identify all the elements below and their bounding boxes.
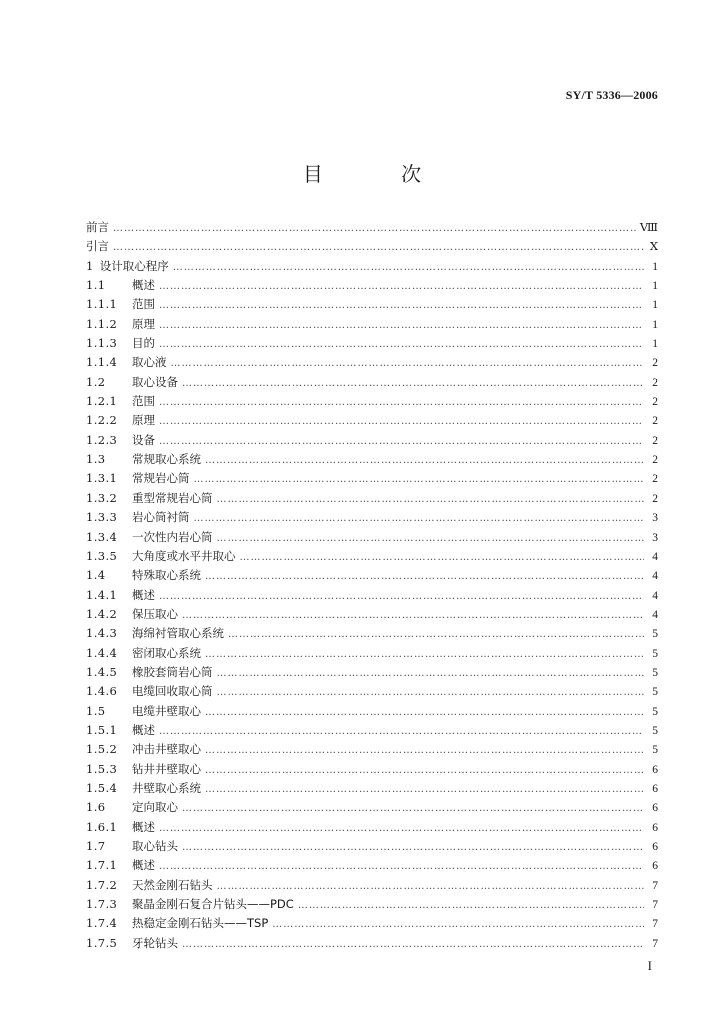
toc-leader-dots bbox=[228, 625, 644, 644]
toc-leader-dots bbox=[159, 587, 644, 606]
toc-leader-dots bbox=[159, 393, 644, 412]
toc-entry-number: 1.4.6 bbox=[86, 684, 118, 699]
toc-leader-dots bbox=[205, 761, 644, 780]
toc-entry-title: 特殊取心系统 bbox=[132, 568, 201, 583]
toc-entry-title: 引言 bbox=[86, 239, 109, 254]
toc-entry-number: 1.5 bbox=[86, 703, 106, 718]
toc-entry-number: 1.6 bbox=[86, 800, 106, 815]
toc-entry[interactable] bbox=[86, 315, 658, 334]
toc-entry-number: 1.7.5 bbox=[86, 935, 118, 950]
toc-entry-page: 1 bbox=[652, 260, 658, 273]
toc-entry[interactable] bbox=[86, 469, 658, 488]
toc-entry[interactable] bbox=[86, 760, 658, 779]
table-of-contents bbox=[86, 218, 658, 953]
toc-entry[interactable] bbox=[86, 624, 658, 643]
toc-entry[interactable] bbox=[86, 876, 658, 895]
toc-leader-dots bbox=[159, 296, 644, 315]
toc-entry-page: 6 bbox=[652, 782, 658, 795]
toc-leader-dots bbox=[205, 741, 644, 760]
toc-entry[interactable] bbox=[86, 276, 658, 295]
toc-entry-title: 前言 bbox=[86, 220, 109, 234]
toc-entry-page: 3 bbox=[652, 531, 658, 544]
toc-entry-number: 1.1.3 bbox=[86, 336, 118, 351]
toc-entry[interactable] bbox=[86, 489, 658, 508]
toc-entry-page: 5 bbox=[652, 647, 658, 660]
toc-entry[interactable] bbox=[86, 334, 658, 353]
toc-entry-title: 钻井井壁取心 bbox=[132, 761, 201, 776]
toc-leader-dots bbox=[205, 780, 644, 799]
toc-leader-dots bbox=[182, 799, 644, 818]
toc-leader-dots bbox=[205, 451, 644, 470]
toc-entry-page: 2 bbox=[652, 434, 658, 447]
toc-entry-title: 电缆井壁取心 bbox=[132, 703, 201, 718]
toc-entry-number: 1.1.1 bbox=[86, 297, 118, 312]
toc-entry[interactable] bbox=[86, 914, 658, 933]
toc-leader-dots bbox=[217, 490, 645, 509]
toc-entry[interactable] bbox=[86, 450, 658, 469]
toc-entry-title: 原理 bbox=[132, 316, 155, 331]
toc-entry-page: 4 bbox=[652, 589, 658, 602]
toc-entry-title: 概述 bbox=[132, 858, 155, 873]
toc-entry-title: 常规岩心筒 bbox=[132, 471, 190, 486]
toc-entry-number: 1.3.5 bbox=[86, 548, 118, 563]
toc-entry-page: 6 bbox=[652, 860, 658, 873]
toc-entry[interactable] bbox=[86, 295, 658, 314]
toc-entry-title: 聚晶金刚石复合片钻头——PDC bbox=[132, 897, 294, 912]
toc-entry-page: 5 bbox=[652, 666, 658, 679]
toc-entry-number: 1.5.3 bbox=[86, 761, 118, 776]
toc-entry-title: 设备 bbox=[132, 432, 155, 447]
toc-entry[interactable] bbox=[86, 257, 658, 276]
toc-entry-number: 1.7.4 bbox=[86, 916, 118, 931]
toc-entry-title: 原理 bbox=[132, 413, 155, 428]
toc-entry-number: 1.4.2 bbox=[86, 606, 118, 621]
toc-entry-page: 2 bbox=[652, 415, 658, 428]
toc-entry-title: 密闭取心系统 bbox=[132, 645, 201, 660]
toc-leader-dots bbox=[159, 316, 644, 335]
toc-entry-title: 大角度或水平井取心 bbox=[132, 548, 236, 563]
toc-entry-title: 常规取心系统 bbox=[132, 452, 201, 467]
toc-entry-title: 一次性内岩心筒 bbox=[132, 529, 213, 544]
toc-entry-page: 1 bbox=[652, 299, 658, 312]
toc-entry-title: 范围 bbox=[132, 297, 155, 312]
toc-entry-page: 7 bbox=[652, 899, 658, 912]
toc-entry[interactable] bbox=[86, 586, 658, 605]
standard-code: SY/T 5336—2006 bbox=[565, 88, 658, 102]
toc-entry-number: 1.2.2 bbox=[86, 413, 118, 428]
toc-entry-page: 3 bbox=[652, 512, 658, 525]
toc-entry-title: 概述 bbox=[132, 819, 155, 834]
toc-entry-page: 2 bbox=[652, 396, 658, 409]
toc-entry[interactable] bbox=[86, 508, 658, 527]
toc-entry-number: 1.4.4 bbox=[86, 645, 118, 660]
toc-entry-title: 取心钻头 bbox=[132, 839, 178, 853]
toc-entry[interactable] bbox=[86, 605, 658, 624]
toc-entry[interactable] bbox=[86, 431, 658, 450]
toc-leader-dots bbox=[159, 819, 644, 838]
toc-entry[interactable] bbox=[86, 644, 658, 663]
toc-entry[interactable] bbox=[86, 702, 658, 721]
toc-entry-number: 1.2.3 bbox=[86, 432, 118, 447]
toc-entry-title: 概述 bbox=[132, 278, 155, 293]
toc-entry-number: 1.3.4 bbox=[86, 529, 118, 544]
toc-entry[interactable] bbox=[86, 779, 658, 798]
toc-leader-dots bbox=[205, 567, 644, 586]
toc-entry-number: 1.4.1 bbox=[86, 587, 118, 602]
toc-entry[interactable] bbox=[86, 218, 658, 237]
toc-entry-number: 1.3.3 bbox=[86, 510, 118, 525]
toc-entry-number: 1.4.3 bbox=[86, 626, 118, 641]
toc-entry-page: 1 bbox=[652, 280, 658, 293]
toc-leader-dots bbox=[159, 335, 644, 354]
toc-entry-title: 取心液 bbox=[132, 355, 167, 370]
toc-entry[interactable] bbox=[86, 353, 658, 372]
toc-entry-number: 1.5.4 bbox=[86, 780, 118, 795]
toc-leader-dots bbox=[182, 935, 644, 954]
toc-leader-dots bbox=[217, 683, 645, 702]
toc-entry-title: 定向取心 bbox=[132, 800, 178, 815]
toc-entry[interactable] bbox=[86, 895, 658, 914]
toc-entry-page: 2 bbox=[652, 492, 658, 505]
toc-entry-number: 1.7.1 bbox=[86, 858, 118, 873]
toc-leader-dots bbox=[205, 645, 644, 664]
toc-entry[interactable] bbox=[86, 566, 658, 585]
toc-leader-dots bbox=[159, 722, 644, 741]
toc-entry-number: 1.7.3 bbox=[86, 897, 118, 912]
toc-entry-number: 1.4.5 bbox=[86, 664, 118, 679]
toc-entry[interactable] bbox=[86, 373, 658, 392]
toc-entry[interactable] bbox=[86, 663, 658, 682]
page-title: 目 次 bbox=[302, 162, 458, 186]
toc-entry[interactable] bbox=[86, 682, 658, 701]
toc-entry-page: 5 bbox=[652, 686, 658, 699]
toc-leader-dots bbox=[194, 470, 645, 489]
toc-entry-page: 2 bbox=[652, 473, 658, 486]
toc-entry-page: 6 bbox=[652, 763, 658, 776]
toc-entry-number: 1.2.1 bbox=[86, 394, 118, 409]
toc-entry-page: Ⅷ bbox=[639, 222, 658, 234]
toc-entry-page: 2 bbox=[652, 357, 658, 370]
toc-entry-title: 目的 bbox=[132, 336, 155, 351]
toc-entry-number: 1.3.2 bbox=[86, 490, 118, 505]
page-number: I bbox=[647, 958, 652, 973]
toc-entry[interactable] bbox=[86, 837, 658, 856]
toc-entry-number: 1.1 bbox=[86, 278, 106, 293]
toc-entry-page: 4 bbox=[652, 550, 658, 563]
toc-leader-dots bbox=[113, 219, 636, 238]
toc-entry[interactable] bbox=[86, 411, 658, 430]
toc-entry-page: 2 bbox=[652, 376, 658, 389]
toc-leader-dots bbox=[159, 277, 644, 296]
toc-entry-title: 设计取心程序 bbox=[99, 258, 169, 273]
toc-entry-page: 2 bbox=[652, 454, 658, 467]
toc-leader-dots bbox=[171, 354, 645, 373]
toc-entry-number: 1.2 bbox=[86, 374, 106, 389]
toc-entry-title: 井壁取心系统 bbox=[132, 780, 201, 795]
toc-entry-title: 范围 bbox=[132, 394, 155, 409]
toc-leader-dots bbox=[240, 548, 645, 567]
toc-leader-dots bbox=[182, 838, 644, 857]
toc-entry[interactable] bbox=[86, 547, 658, 566]
toc-entry-number: 1.7.2 bbox=[86, 877, 118, 892]
toc-entry-page: 7 bbox=[652, 879, 658, 892]
toc-leader-dots bbox=[159, 857, 644, 876]
toc-leader-dots bbox=[159, 432, 644, 451]
toc-entry-number: 1.7 bbox=[86, 839, 106, 853]
toc-leader-dots bbox=[182, 606, 644, 625]
toc-entry-title: 橡胶套筒岩心筒 bbox=[132, 664, 213, 679]
toc-entry-title: 保压取心 bbox=[132, 606, 178, 621]
toc-entry-page: 5 bbox=[652, 724, 658, 737]
toc-entry[interactable] bbox=[86, 392, 658, 411]
toc-entry-number: 1.5.2 bbox=[86, 742, 118, 757]
toc-leader-dots bbox=[272, 915, 644, 934]
toc-entry[interactable] bbox=[86, 528, 658, 547]
toc-entry[interactable] bbox=[86, 856, 658, 875]
toc-entry-number: 1 bbox=[86, 258, 94, 273]
toc-entry[interactable] bbox=[86, 237, 658, 256]
toc-entry-page: 4 bbox=[652, 608, 658, 621]
toc-entry-number: 1.1.4 bbox=[86, 355, 118, 370]
toc-leader-dots bbox=[194, 509, 645, 528]
toc-entry-title: 电缆回收取心筒 bbox=[132, 684, 213, 699]
toc-entry-page: 7 bbox=[652, 918, 658, 931]
toc-entry-title: 牙轮钻头 bbox=[132, 935, 178, 950]
toc-entry-page: 5 bbox=[652, 744, 658, 757]
toc-entry-title: 取心设备 bbox=[132, 374, 178, 389]
toc-entry-title: 冲击井壁取心 bbox=[132, 742, 201, 757]
toc-leader-dots bbox=[205, 703, 644, 722]
toc-leader-dots bbox=[298, 896, 644, 915]
toc-entry-number: 1.1.2 bbox=[86, 316, 118, 331]
toc-entry-page: 5 bbox=[652, 705, 658, 718]
toc-entry-title: 天然金刚石钻头 bbox=[132, 877, 213, 892]
toc-entry-title: 重型常规岩心筒 bbox=[132, 490, 213, 505]
toc-entry-page: 1 bbox=[652, 338, 658, 351]
toc-leader-dots bbox=[173, 258, 644, 277]
toc-entry[interactable] bbox=[86, 721, 658, 740]
toc-leader-dots bbox=[113, 238, 644, 257]
toc-entry-page: 1 bbox=[652, 318, 658, 331]
toc-entry-page: Ⅹ bbox=[649, 241, 658, 254]
toc-entry-title: 热稳定金刚石钻头——TSP bbox=[132, 916, 269, 931]
toc-entry[interactable] bbox=[86, 934, 658, 953]
toc-entry-page: 6 bbox=[652, 841, 658, 853]
toc-entry-title: 海绵衬管取心系统 bbox=[132, 626, 224, 641]
toc-entry-page: 6 bbox=[652, 802, 658, 815]
toc-entry-page: 4 bbox=[652, 570, 658, 583]
toc-entry-title: 岩心筒衬筒 bbox=[132, 510, 190, 525]
toc-entry-number: 1.6.1 bbox=[86, 819, 118, 834]
toc-entry-title: 概述 bbox=[132, 587, 155, 602]
toc-entry-page: 5 bbox=[652, 628, 658, 641]
toc-entry-title: 概述 bbox=[132, 722, 155, 737]
toc-leader-dots bbox=[217, 664, 645, 683]
toc-entry-page: 7 bbox=[652, 937, 658, 950]
toc-entry-number: 1.3.1 bbox=[86, 471, 118, 486]
toc-entry-number: 1.5.1 bbox=[86, 722, 118, 737]
toc-entry-page: 6 bbox=[652, 821, 658, 834]
toc-leader-dots bbox=[217, 877, 645, 896]
toc-entry[interactable] bbox=[86, 740, 658, 759]
toc-leader-dots bbox=[217, 529, 645, 548]
toc-entry[interactable] bbox=[86, 818, 658, 837]
toc-leader-dots bbox=[182, 374, 644, 393]
toc-leader-dots bbox=[159, 412, 644, 431]
toc-entry[interactable] bbox=[86, 798, 658, 817]
toc-entry-number: 1.4 bbox=[86, 568, 106, 583]
toc-entry-number: 1.3 bbox=[86, 452, 106, 467]
